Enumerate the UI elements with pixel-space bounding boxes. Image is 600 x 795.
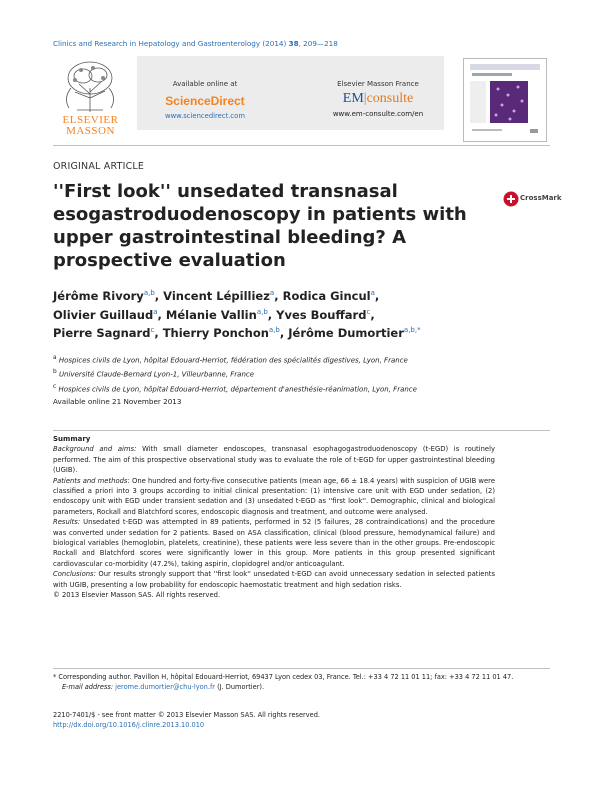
emconsulte-link[interactable]: www.em-consulte.com/en: [332, 110, 424, 118]
article-type: ORIGINAL ARTICLE: [53, 161, 145, 172]
footnote-divider: [53, 668, 550, 669]
journal-volume: 38: [288, 39, 299, 48]
available-online-date: Available online 21 November 2013: [53, 397, 182, 406]
sciencedirect-logo: ScienceDirect: [165, 94, 245, 108]
issn-line: 2210-7401/$ - see front matter © 2013 Elsevier Masson SAS. All rights reserved.: [53, 711, 320, 719]
affiliations: [53, 352, 417, 395]
logo-text-elsevier: ELSEVIER: [62, 114, 119, 126]
summary-conclusions: Conclusions: Our results strongly support that ''first look'' unsedated t-EGD can avoid unnecessary sedation in selected patients with UGIB, presenting a low probability for endoscopic haemostatic treatment and high sedation risks.: [53, 570, 495, 589]
article-title: ''First look'' unsedated transnasal esogastroduodenoscopy in patients with upper gastrointestinal bleeding? A prospective evaluation: [53, 181, 467, 271]
author[interactable]: Jérôme Dumortier$^{a,b,*}$: [288, 326, 421, 341]
summary-methods: Patients and methods: One hundred and forty-five consecutive patients (mean age, 66 ± 18.4 years) with suspicion of UGIB were classified a priori into 3 groups according to initial clinical presentation: (1) intensive care unit with EGD under sedation, (2) endoscopy unit with EGD under transient sedation and (3) unsedated t-EGD as ''first look''. Demographic, clinical and biological parameters, Rockall and Blatchford scores, endoscopic diagnosis and treatment, and outcome were analysed.: [53, 476, 496, 516]
corresponding-author-note: [53, 672, 550, 692]
email-line: E-mail address: jerome.dumortier@chu-lyon.fr (J. Dumortier).: [62, 683, 265, 691]
affiliation-item: $^c$ Hospices civils de Lyon, hôpital Edouard-Herriot, département d'anesthésie-réanimation, Lyon, France: [53, 383, 417, 393]
journal-cover-thumbnail[interactable]: [463, 58, 547, 142]
author[interactable]: Jérôme Rivory$^{a,b}$,: [53, 288, 164, 303]
abstract: [53, 434, 495, 601]
email-link[interactable]: jerome.dumortier@chu-lyon.fr: [115, 683, 215, 691]
author[interactable]: Rodica Gincul$^a$,: [282, 288, 380, 303]
affiliation-item: $^b$ Université Claude-Bernard Lyon-1, Villeurbanne, France: [53, 369, 255, 379]
summary-copyright: © 2013 Elsevier Masson SAS. All rights reserved.: [53, 591, 221, 600]
available-online-label: Available online at: [172, 80, 238, 88]
corresponding-text: * Corresponding author. Pavillon H, hôpital Edouard-Herriot, 69437 Lyon cedex 03, France. Tel.: +33 4 72 11 01 11; fax: +33 4 72 11 01 47.: [53, 673, 514, 681]
cover-image-icon: [464, 59, 546, 141]
doi-link[interactable]: http://dx.doi.org/10.1016/j.clinre.2013.10.010: [53, 721, 205, 729]
header-divider: [53, 145, 550, 146]
sciencedirect-link[interactable]: www.sciencedirect.com: [165, 112, 245, 120]
author[interactable]: Pierre Sagnard$^c$,: [53, 326, 163, 341]
sciencedirect-block: [143, 80, 267, 120]
journal-pages: , 209—218: [298, 39, 338, 48]
summary-background: Background and aims: With small diameter endoscopes, transnasal esophagogastroduodenoscopy (t-EGD) is routinely performed. The aim of this prospective observational study was to evaluate the role of t-EGD for upper gastrointestinal bleeding (UGIB).: [53, 445, 495, 475]
elsevier-tree-icon: [53, 58, 128, 114]
em-brand-prefix: EM: [342, 91, 364, 106]
summary-heading: Summary: [53, 435, 91, 443]
logo-text-masson: MASSON: [66, 125, 115, 137]
emconsulte-block: [318, 80, 438, 118]
author[interactable]: Olivier Guillaud$^a$,: [53, 307, 166, 322]
author[interactable]: Thierry Ponchon$^{a,b}$,: [162, 326, 289, 341]
journal-citation[interactable]: [53, 39, 338, 48]
em-publisher-label: Elsevier Masson France: [337, 80, 419, 88]
author-list: [53, 285, 513, 341]
elsevier-logo: [53, 58, 128, 136]
author[interactable]: Vincent Lépilliez$^a$,: [163, 288, 283, 303]
journal-name: Clinics and Research in Hepatology and Gastroenterology (2014): [53, 39, 287, 48]
affiliation-item: $^a$ Hospices civils de Lyon, hôpital Edouard-Herriot, fédération des spécialités digestives, Lyon, France: [53, 355, 408, 365]
author[interactable]: Yves Bouffard$^c$,: [276, 307, 375, 322]
issn-block: [53, 710, 320, 730]
crossmark-label: CrossMark: [520, 194, 562, 202]
summary-divider: [53, 430, 550, 431]
crossmark-badge[interactable]: [503, 190, 562, 208]
emconsulte-logo: EM|consulte: [342, 91, 414, 106]
summary-results: Results: Unsedated t-EGD was attempted in 89 patients, performed in 52 (5 failures, 28 contraindications) and the procedure was converted under sedation for 2 patients. Based on ASA classification, clinical (blood pressure, hemodynamical failure) and biological variables (hemoglobin, platelets, creatinine), these patients were less severe than in the other groups. Pre-endoscopic Rockall and Blatchford scores were significantly lower in this group. More patients in this group presented significant cardiovascular co-morbidity (47.2%), taking aspirin, clopidogrel and/or anticoagulant.: [53, 518, 495, 568]
author[interactable]: Mélanie Vallin$^{a,b}$,: [165, 307, 277, 322]
em-brand-suffix: consulte: [366, 91, 414, 106]
